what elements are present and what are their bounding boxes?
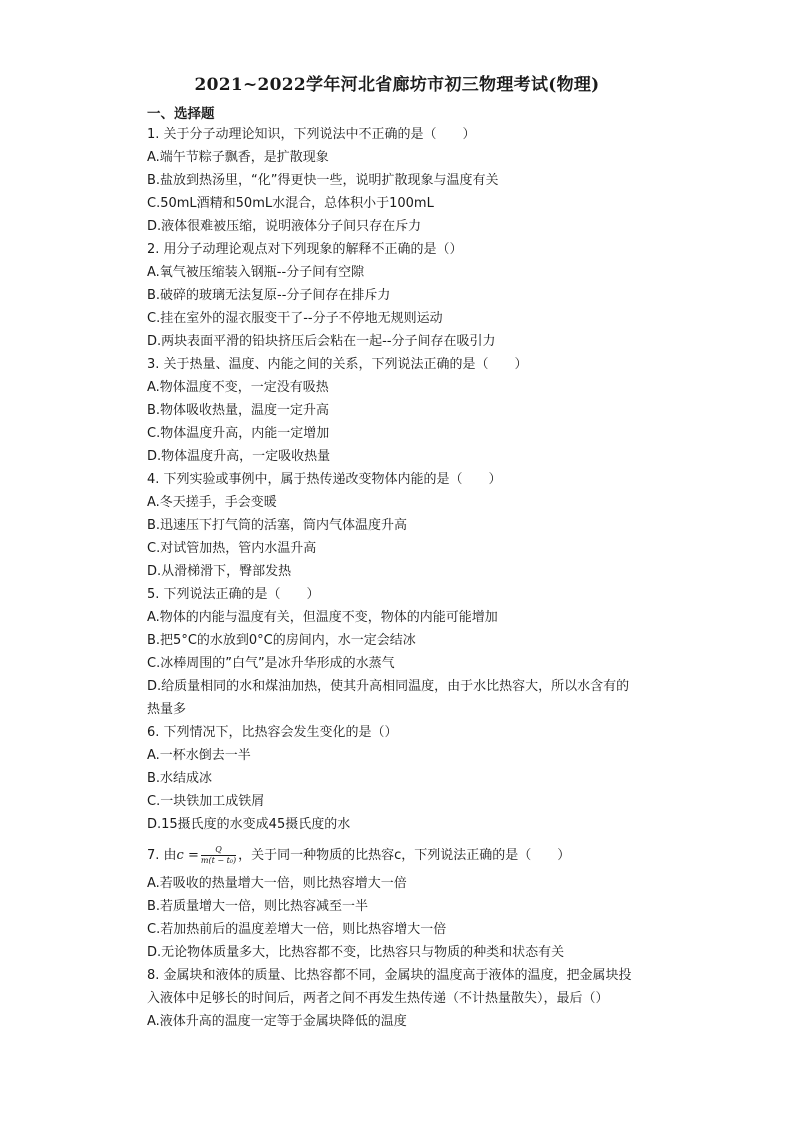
q7-formula-fraction <box>201 846 236 865</box>
option-line-continued: 热量多 <box>147 702 187 717</box>
option-line: D.给质量相同的水和煤油加热，使其升高相同温度，由于水比热容大，所以水含有的 <box>147 679 630 694</box>
q7-tail: ，关于同一种物质的比热容c，下列说法正确的是（ ） <box>238 848 571 863</box>
section-heading: 一、选择题 <box>147 106 215 122</box>
question-list <box>147 123 677 1033</box>
option-line: D.15摄氏度的水变成45摄氏度的水 <box>147 817 351 832</box>
option-line: C.一块铁加工成铁屑 <box>147 794 265 809</box>
question-7-stem <box>147 839 677 872</box>
question-4-stem: 4. 下列实验或事例中，属于热传递改变物体内能的是（ ） <box>147 472 502 487</box>
option-line: B.若质量增大一倍，则比热容减至一半 <box>147 899 369 914</box>
option-line: A.物体温度不变，一定没有吸热 <box>147 380 329 395</box>
option-line: D.两块表面平滑的铅块挤压后会粘在一起--分子间存在吸引力 <box>147 334 496 349</box>
option-line: A.一杯水倒去一半 <box>147 748 251 763</box>
q7-numerator: Q <box>201 846 236 856</box>
question-6-stem: 6. 下列情况下，比热容会发生变化的是（） <box>147 725 398 740</box>
option-line: B.迅速压下打气筒的活塞，筒内气体温度升高 <box>147 518 408 533</box>
option-line: C.冰棒周围的”白气”是冰升华形成的水蒸气 <box>147 656 395 671</box>
exam-title: 2021~2022学年河北省廊坊市初三物理考试(物理) <box>194 75 600 95</box>
option-line: B.水结成冰 <box>147 771 213 786</box>
option-line: B.盐放到热汤里，“化”得更快一些，说明扩散现象与温度有关 <box>147 173 499 188</box>
option-line: D.无论物体质量多大，比热容都不变，比热容只与物质的种类和状态有关 <box>147 945 565 960</box>
question-3-stem: 3. 关于热量、温度、内能之间的关系，下列说法正确的是（ ） <box>147 357 528 372</box>
option-line: C.挂在室外的湿衣服变干了--分子不停地无规则运动 <box>147 311 443 326</box>
option-line: D.液体很难被压缩，说明液体分子间只存在斥力 <box>147 219 422 234</box>
option-line: C.50mL酒精和50mL水混合，总体积小于100mL <box>147 196 434 211</box>
option-line: D.物体温度升高，一定吸收热量 <box>147 449 331 464</box>
option-line: D.从滑梯滑下，臀部发热 <box>147 564 292 579</box>
option-line: C.若加热前后的温度差增大一倍，则比热容增大一倍 <box>147 922 447 937</box>
question-8-stem: 8. 金属块和液体的质量、比热容都不同，金属块的温度高于液体的温度，把金属块投 <box>147 968 632 983</box>
option-line: A.若吸收的热量增大一倍，则比热容增大一倍 <box>147 876 407 891</box>
q7-lead: 7. 由 <box>147 848 177 863</box>
option-line: C.物体温度升高，内能一定增加 <box>147 426 330 441</box>
q7-formula-lhs: c = <box>176 848 199 863</box>
option-line: B.破碎的玻璃无法复原--分子间存在排斥力 <box>147 288 391 303</box>
option-line: A.端午节粽子飘香，是扩散现象 <box>147 150 329 165</box>
q7-denominator: m(t − t₀) <box>200 856 237 865</box>
option-line: A.冬天搓手，手会变暖 <box>147 495 277 510</box>
option-line: A.液体升高的温度一定等于金属块降低的温度 <box>147 1014 407 1029</box>
option-line: B.物体吸收热量，温度一定升高 <box>147 403 330 418</box>
option-line: A.氧气被压缩装入钢瓶--分子间有空隙 <box>147 265 365 280</box>
question-5-stem: 5. 下列说法正确的是（ ） <box>147 587 320 602</box>
option-line: B.把5°C的水放到0°C的房间内，水一定会结冰 <box>147 633 416 648</box>
question-1-stem: 1. 关于分子动理论知识，下列说法中不正确的是（ ） <box>147 127 476 142</box>
question-8-stem-continued: 入液体中足够长的时间后，两者之间不再发生热传递（不计热量散失），最后（） <box>147 991 609 1006</box>
option-line: C.对试管加热，管内水温升高 <box>147 541 317 556</box>
option-line: A.物体的内能与温度有关，但温度不变，物体的内能可能增加 <box>147 610 498 625</box>
question-2-stem: 2. 用分子动理论观点对下列现象的解释不正确的是（） <box>147 242 463 257</box>
